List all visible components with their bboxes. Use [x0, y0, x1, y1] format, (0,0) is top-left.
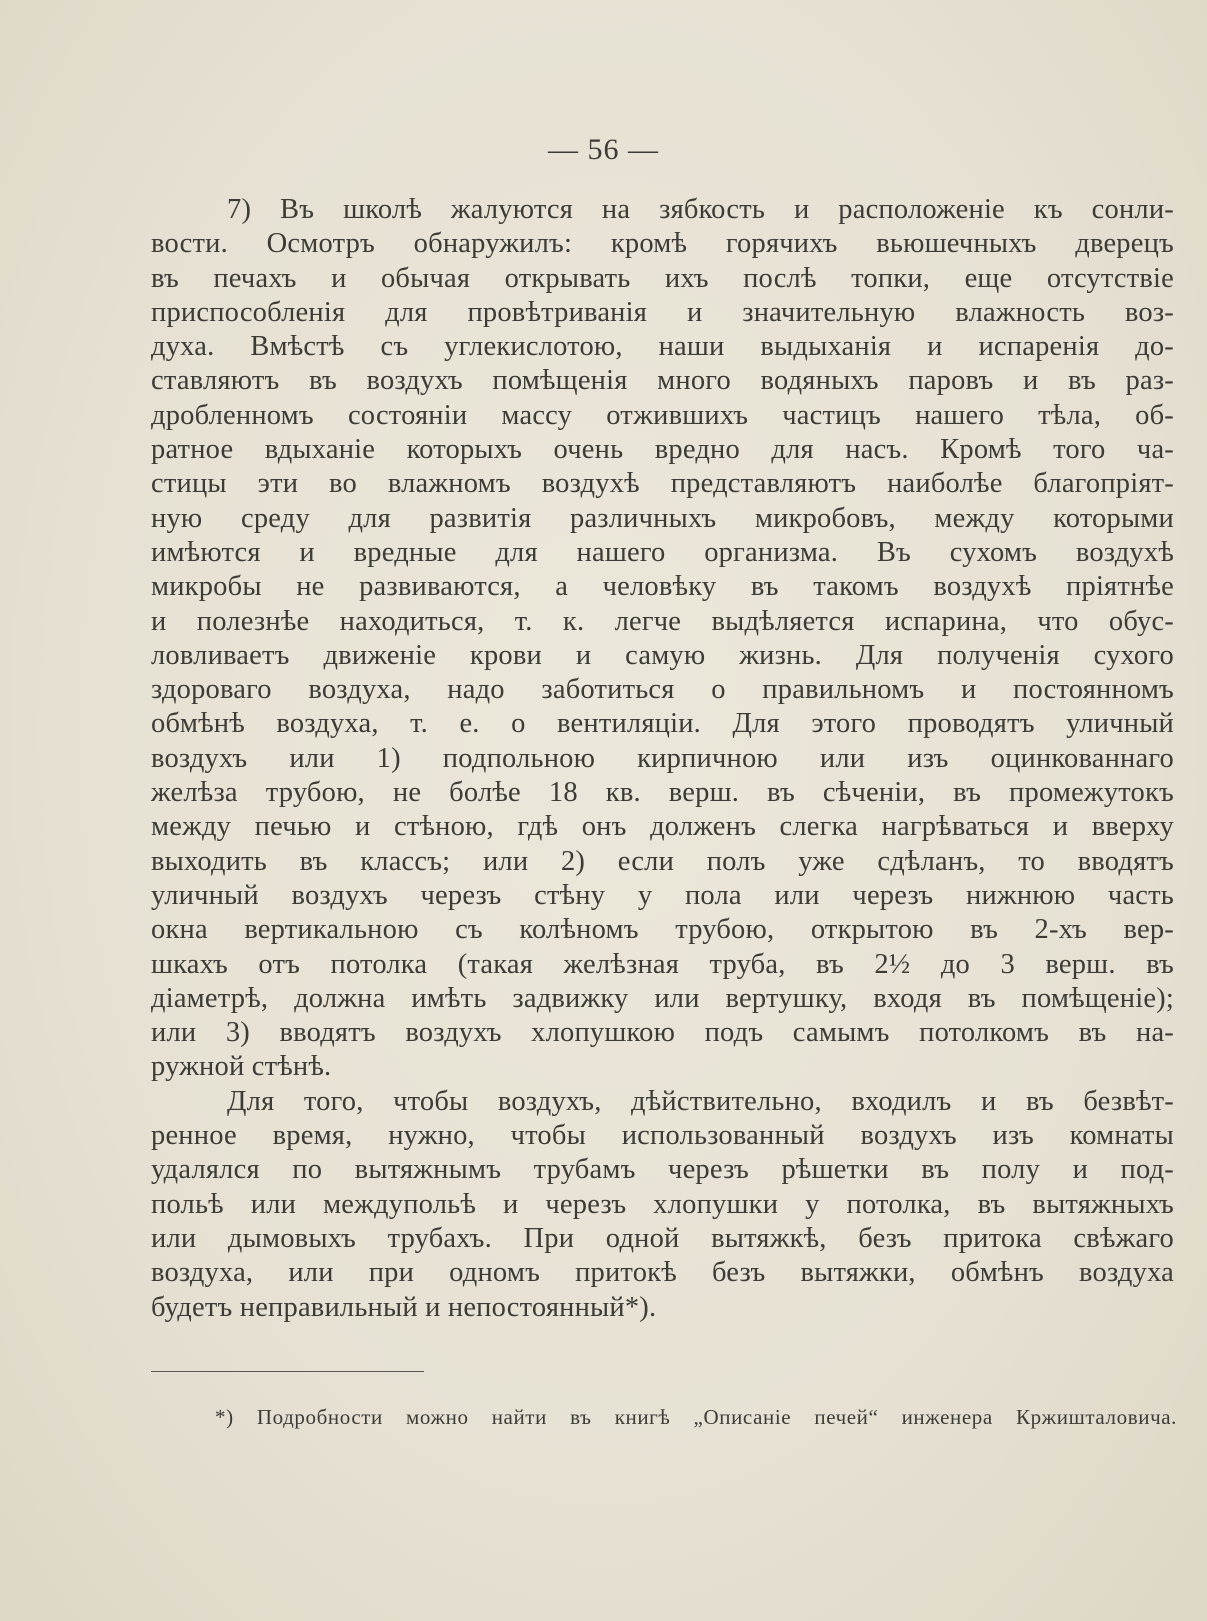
text-line: приспособленія для провѣтриванія и значительную влажность воз- [151, 296, 1174, 328]
text-line: воздухъ или 1) подпольною кирпичною или изъ оцинкованнаго [151, 742, 1174, 774]
text-line: діаметрѣ, должна имѣть задвижку или вертушку, входя въ помѣщеніе); [151, 982, 1174, 1014]
text-line: микробы не развиваются, а человѣку въ такомъ воздухѣ пріятнѣе [151, 571, 1174, 603]
text-line: уличный воздухъ черезъ стѣну у пола или черезъ нижнюю часть [151, 879, 1174, 911]
text-line: и полезнѣе находиться, т. к. легче выдѣляется испарина, что обус- [151, 605, 1174, 637]
text-line: ружной стѣнѣ. [151, 1051, 332, 1083]
text-line: желѣза трубою, не болѣе 18 кв. верш. въ сѣченіи, въ промежутокъ [151, 777, 1174, 809]
text-line: воздуха, или при одномъ притокѣ безъ вытяжки, обмѣнъ воздуха [151, 1257, 1174, 1289]
text-line: Для того, чтобы воздухъ, дѣйствительно, входилъ и въ безвѣт- [227, 1085, 1174, 1117]
text-line: или дымовыхъ трубахъ. При одной вытяжкѣ, безъ притока свѣжаго [151, 1222, 1174, 1254]
text-line: ловливаетъ движеніе крови и самую жизнь. Для полученія сухого [151, 639, 1174, 671]
text-line: дробленномъ состояніи массу отжившихъ частицъ нашего тѣла, об- [151, 399, 1174, 431]
page-number: — 56 — [548, 133, 659, 166]
text-line: духа. Вмѣстѣ съ углекислотою, наши выдыханія и испаренія до- [151, 331, 1174, 363]
text-line: ренное время, нужно, чтобы использованный воздухъ изъ комнаты [151, 1120, 1174, 1152]
text-line: между печью и стѣною, гдѣ онъ долженъ слегка нагрѣваться и вверху [151, 811, 1174, 843]
text-line: имѣются и вредные для нашего организма. Въ сухомъ воздухѣ [151, 536, 1174, 568]
text-line: стицы эти во влажномъ воздухѣ представляютъ наиболѣе благопріят- [151, 468, 1174, 500]
text-line: ставляютъ въ воздухъ помѣщенія много водяныхъ паровъ и въ раз- [151, 365, 1174, 397]
text-line: выходить въ классъ; или 2) если полъ уже сдѣланъ, то вводятъ [151, 845, 1174, 877]
text-line: польѣ или междупольѣ и черезъ хлопушки у потолка, въ вытяжныхъ [151, 1188, 1174, 1220]
text-line: или 3) вводятъ воздухъ хлопушкою подъ самымъ потолкомъ въ на- [151, 1017, 1174, 1049]
text-line: ную среду для развитія различныхъ микробовъ, между которыми [151, 502, 1174, 534]
text-line: окна вертикальною съ колѣномъ трубою, открытою въ 2-хъ вер- [151, 914, 1174, 946]
text-line: будетъ неправильный и непостоянный*). [151, 1291, 657, 1323]
text-line: здороваго воздуха, надо заботиться о правильномъ и постоянномъ [151, 674, 1174, 706]
text-line: шкахъ отъ потолка (такая желѣзная труба, въ 2½ до 3 верш. въ [151, 948, 1174, 980]
text-line: удалялся по вытяжнымъ трубамъ черезъ рѣшетки въ полу и под- [151, 1154, 1174, 1186]
footnote: *) Подробности можно найти въ книгѣ „Описаніе печей“ инженера Кржишталовича. [215, 1405, 1177, 1429]
text-line: въ печахъ и обычая открывать ихъ послѣ топки, еще отсутствіе [151, 262, 1174, 294]
text-line: обмѣнѣ воздуха, т. е. о вентиляціи. Для этого проводятъ уличный [151, 708, 1174, 740]
text-line: 7) Въ школѣ жалуются на зябкость и расположеніе къ сонли- [227, 194, 1174, 225]
footnote-separator [151, 1371, 424, 1372]
text-line: ратное вдыханіе которыхъ очень вредно для насъ. Кромѣ того ча- [151, 434, 1174, 466]
body-text [151, 193, 1174, 1325]
text-line: вости. Осмотръ обнаружилъ: кромѣ горячихъ вьюшечныхъ дверецъ [151, 228, 1174, 260]
